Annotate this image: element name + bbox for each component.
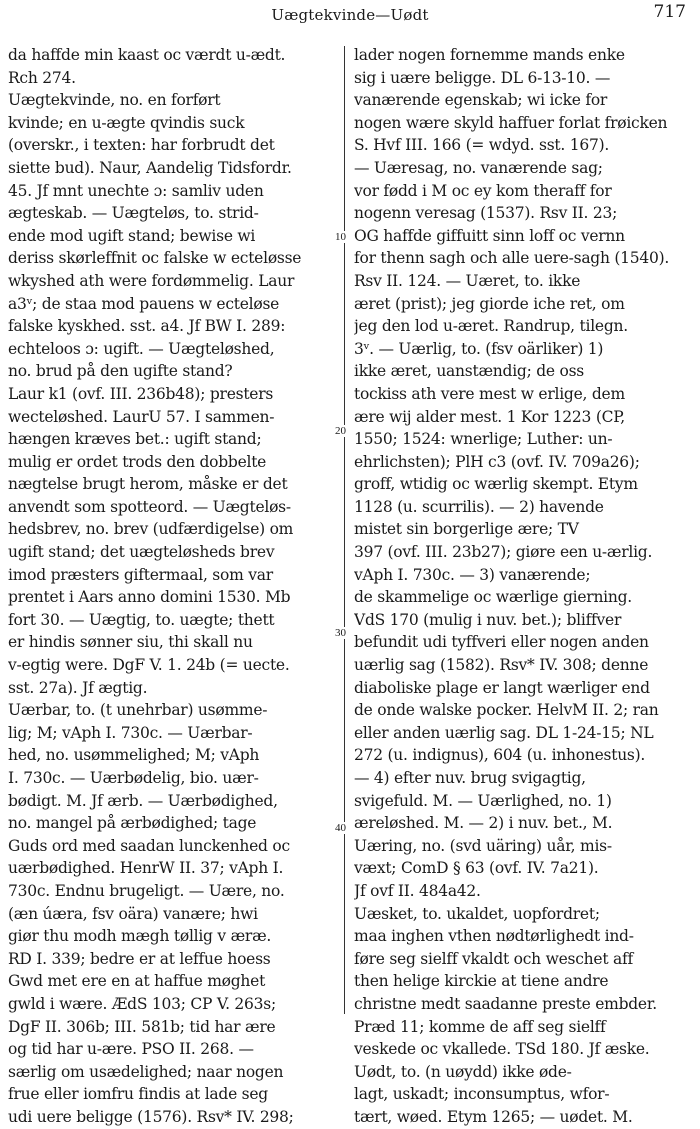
text-line: giør thu modh mægh tøllig v æræ.	[8, 927, 272, 946]
left-column	[8, 44, 333, 1129]
text-line: 1128 (u. scurrilis). — 2) havende	[354, 497, 604, 516]
text-line: imod præsters giftermaal, som var	[8, 565, 273, 584]
text-line: prentet i Aars anno domini 1530. Mb	[8, 588, 291, 607]
text-line: VdS 170 (mulig i nuv. bet.); bliffver	[354, 610, 622, 629]
text-line: ære wij alder mest. 1 Kor 1223 (CP,	[354, 407, 625, 426]
text-line: DgF II. 306b; III. 581b; tid har ære	[8, 1017, 276, 1036]
text-line: hængen kræves bet.: ugift stand;	[8, 430, 262, 449]
text-line: 730c. Endnu brugeligt. — Uære, no.	[8, 881, 285, 900]
text-line: S. Hvf III. 166 (= wdyd. sst. 167).	[354, 136, 610, 155]
text-line: bødigt. M. Jf ærb. — Uærbødighed,	[8, 791, 278, 810]
text-line: nægtelse brugt herom, måske er det	[8, 475, 288, 494]
text-line: hedsbrev, no. brev (udfærdigelse) om	[8, 520, 294, 539]
text-line: falske kyskhed. sst. a4. Jf BW I. 289:	[8, 317, 286, 336]
text-line: lader nogen fornemme mands enke	[354, 46, 625, 64]
text-line: lagt, uskadt; inconsumptus, wfor-	[354, 1085, 610, 1104]
text-line: 272 (u. indignus), 604 (u. inhonestus).	[354, 746, 646, 765]
text-line: then helige kirckie at tiene andre	[354, 972, 609, 991]
text-line: 397 (ovf. III. 23b27); giøre een u-ærlig.	[354, 543, 653, 562]
text-line: v-egtig were. DgF V. 1. 24b (= uecte.	[8, 656, 290, 675]
text-line: væxt; ComD § 63 (ovf. IV. 7a21).	[354, 859, 599, 878]
text-line: RD I. 339; bedre er at leffue hoess	[8, 949, 271, 968]
text-line: a3ᵛ; de staa mod pauens w ecteløse	[8, 294, 280, 313]
line-number: 10	[335, 231, 346, 243]
column-divider	[344, 46, 345, 1014]
text-line: jeg den lod u-æret. Randrup, tilegn.	[354, 317, 628, 336]
text-line: Uærbar, to. (t unehrbar) usømme-	[8, 701, 268, 720]
text-line: befundit udi tyffveri eller nogen anden	[354, 633, 649, 652]
text-line: er hindis sønner siu, thi skall nu	[8, 633, 253, 652]
text-line: ugift stand; det uægteløsheds brev	[8, 543, 275, 562]
text-line: ehrlichsten); PlH c3 (ovf. IV. 709a26);	[354, 452, 640, 471]
text-line: Præd 11; komme de aff seg sielff	[354, 1017, 606, 1036]
text-line: Jf ovf II. 484a42.	[354, 881, 481, 900]
text-line: 3ᵛ. — Uærlig, to. (fsv oärliker) 1)	[354, 339, 604, 358]
text-line: vor fødd i M oc ey kom theraff for	[354, 181, 612, 200]
text-line: (overskr., i texten: har forbrudt det	[8, 136, 275, 155]
text-line: no. brud på den ugifte stand?	[8, 362, 233, 381]
text-line: og tid har u-ære. PSO II. 268. —	[8, 1040, 254, 1059]
text-line: de skammelige oc wærlige gierning.	[354, 588, 632, 607]
text-line: Uæsket, to. ukaldet, uopfordret;	[354, 904, 600, 923]
running-head: Uægtekvinde—Uødt	[271, 6, 429, 24]
text-line: gwld i wære. ÆdS 103; CP V. 263s;	[8, 994, 276, 1013]
text-line: eller anden uærlig sag. DL 1-24-15; NL	[354, 723, 654, 742]
line-number: 30	[335, 627, 346, 639]
text-line: echteloos ɔ: ugift. — Uægteløshed,	[8, 339, 275, 358]
text-line: veskede oc vkallede. TSd 180. Jf æske.	[354, 1040, 650, 1059]
text-line: uærbødighed. HenrW II. 37; vAph I.	[8, 859, 284, 878]
text-line: vAph I. 730c. — 3) vanærende;	[354, 565, 591, 584]
text-line: svigefuld. M. — Uærlighed, no. 1)	[354, 791, 612, 810]
text-line: frue eller iomfru findis at lade seg	[8, 1085, 268, 1104]
text-line: ende mod ugift stand; bewise wi	[8, 226, 256, 245]
text-line: ægteskab. — Uægteløs, to. strid-	[8, 204, 259, 223]
text-line: 1550; 1524: wnerlige; Luther: un-	[354, 430, 613, 449]
line-number: 20	[335, 425, 346, 437]
text-line: særlig om usædelighed; naar nogen	[8, 1062, 284, 1081]
page-header	[0, 2, 700, 28]
text-line: nogen wære skyld haffuer forlat frøicken	[354, 113, 668, 132]
text-line: 45. Jf mnt unechte ɔ: samliv uden	[8, 181, 264, 200]
text-line: anvendt som spotteord. — Uægteløs-	[8, 497, 291, 516]
text-line: udi uere beligge (1576). Rsv* IV. 298;	[8, 1107, 294, 1126]
text-line: kvinde; en u-ægte qvindis suck	[8, 113, 245, 132]
text-line: tockiss ath vere mest w erlige, dem	[354, 384, 625, 403]
text-line: føre seg sielff vkaldt och weschet aff	[354, 949, 633, 968]
text-line: OG haffde giffuitt sinn loff oc vernn	[354, 226, 625, 245]
text-line: — Uæresag, no. vanærende sag;	[354, 158, 603, 177]
text-line: — 4) efter nuv. brug svigagtig,	[354, 769, 586, 787]
text-line: uærlig sag (1582). Rsv* IV. 308; denne	[354, 656, 649, 675]
text-line: diaboliske plage er langt wærliger end	[354, 678, 650, 697]
text-line: deriss skørleffnit oc falske w ecteløsse	[8, 249, 302, 268]
text-line: groff, wtidig oc wærlig skempt. Etym	[354, 475, 638, 494]
text-line: hed, no. usømmelighed; M; vAph	[8, 746, 260, 765]
text-line: christne medt saadanne preste embder.	[354, 994, 657, 1013]
text-line: ikke æret, uanstændig; de oss	[354, 362, 584, 381]
text-line: tært, wøed. Etym 1265; — uødet. M.	[354, 1107, 633, 1126]
text-line: nogenn veresag (1537). Rsv II. 23;	[354, 204, 618, 223]
text-line: I. 730c. — Uærbødelig, bio. uær-	[8, 769, 259, 787]
text-line: maa inghen vthen nødtørlighedt ind-	[354, 927, 634, 946]
text-line: da haffde min kaast oc værdt u-ædt.	[8, 46, 286, 64]
right-column	[354, 44, 692, 1129]
text-line: Gwd met ere en at haffue møghet	[8, 972, 266, 991]
text-line: Uødt, to. (n uøydd) ikke øde-	[354, 1062, 572, 1081]
text-line: æreløshed. M. — 2) i nuv. bet., M.	[354, 814, 613, 833]
text-line: siette bud). Naur, Aandelig Tidsfordr.	[8, 158, 292, 177]
text-line: mulig er ordet trods den dobbelte	[8, 452, 267, 471]
text-line: wkyshed ath were fordømmelig. Laur	[8, 271, 295, 290]
text-line: mistet sin borgerlige ære; TV	[354, 520, 579, 539]
text-line: Uæring, no. (svd uäring) uår, mis-	[354, 836, 612, 855]
text-line: vanærende egenskab; wi icke for	[354, 91, 608, 110]
text-line: lig; M; vAph I. 730c. — Uærbar-	[8, 723, 253, 742]
line-number: 40	[335, 822, 346, 834]
text-line: Rch 274.	[8, 68, 76, 87]
text-line: æret (prist); jeg giorde iche ret, om	[354, 294, 625, 313]
text-line: for thenn sagh och alle uere-sagh (1540).	[354, 249, 670, 268]
text-line: fort 30. — Uægtig, to. uægte; thett	[8, 610, 275, 629]
text-line: sst. 27a). Jf ægtig.	[8, 678, 148, 697]
text-line: wecteløshed. LaurU 57. I sammen-	[8, 407, 275, 426]
text-line: Laur k1 (ovf. III. 236b48); presters	[8, 384, 274, 403]
text-line: (æn úæra, fsv oära) vanære; hwi	[8, 904, 258, 923]
text-line: Uægtekvinde, no. en forført	[8, 91, 221, 110]
text-line: no. mangel på ærbødighed; tage	[8, 814, 257, 833]
page-number: 717	[653, 2, 686, 22]
text-line: sig i uære beligge. DL 6-13-10. —	[354, 68, 611, 87]
text-line: Rsv II. 124. — Uæret, to. ikke	[354, 271, 581, 290]
text-line: Guds ord med saadan lunckenhed oc	[8, 836, 290, 855]
text-line: de onde walske pocker. HelvM II. 2; ran	[354, 701, 659, 720]
